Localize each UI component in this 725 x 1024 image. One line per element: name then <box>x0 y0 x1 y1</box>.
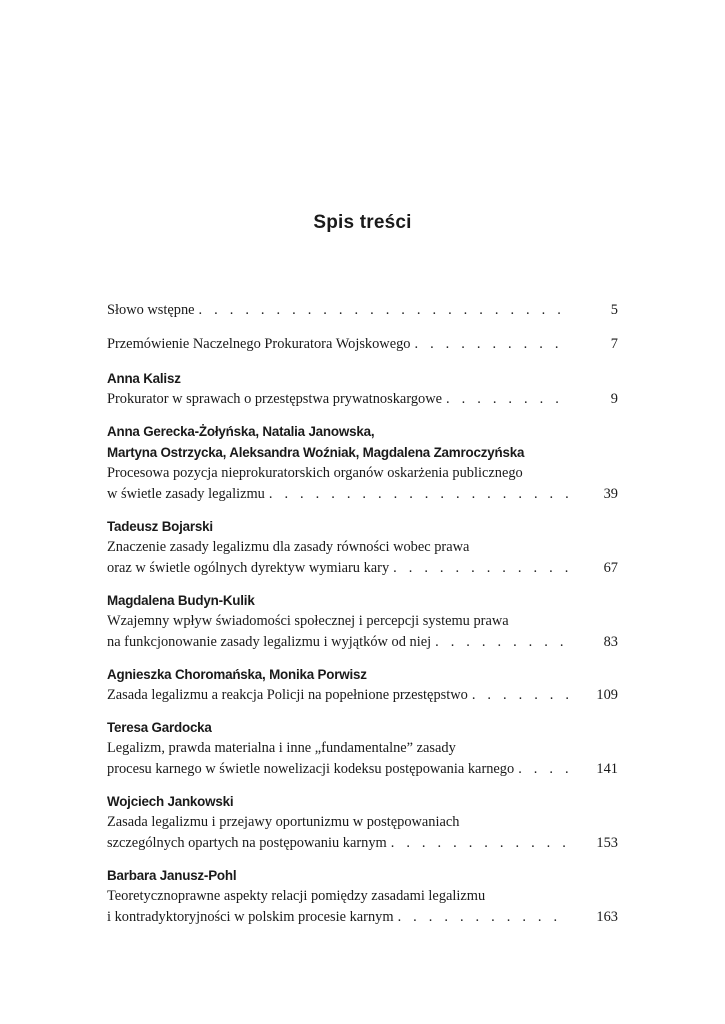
toc-entry <box>107 334 618 355</box>
toc-title: procesu karnego w świetle nowelizacji kodeksu postępowania karnego <box>107 761 515 777</box>
page-number: 7 <box>610 336 618 352</box>
toc-title: oraz w świetle ogólnych dyrektyw wymiaru kary <box>107 560 390 576</box>
toc-author: Wojciech Jankowski <box>107 794 234 809</box>
dot-leader <box>199 300 570 321</box>
page-number: 9 <box>610 391 618 407</box>
toc-author: Agnieszka Choromańska, Monika Porwisz <box>107 667 367 682</box>
page-number: 67 <box>603 560 618 576</box>
page-number: 5 <box>610 302 618 318</box>
toc-row[interactable] <box>107 389 618 410</box>
toc-entry <box>107 664 618 706</box>
dot-leader <box>391 833 570 854</box>
toc-entry <box>107 421 618 505</box>
toc-title-line: Znaczenie zasady legalizmu dla zasady równości wobec prawa <box>107 539 470 555</box>
toc-entry <box>107 791 618 854</box>
toc-row[interactable] <box>107 907 618 928</box>
page-title: Spis treści <box>313 212 412 233</box>
toc-row[interactable] <box>107 300 618 321</box>
dot-leader <box>393 558 570 579</box>
toc-title: na funkcjonowanie zasady legalizmu i wyjątków od niej <box>107 634 432 650</box>
toc-title-line: Procesowa pozycja nieprokuratorskich organów oskarżenia publicznego <box>107 465 523 481</box>
toc-row[interactable] <box>107 484 618 505</box>
toc-row[interactable] <box>107 685 618 706</box>
toc-entry <box>107 368 618 410</box>
toc-row[interactable] <box>107 632 618 653</box>
toc-row[interactable] <box>107 833 618 854</box>
toc-title-line: Zasada legalizmu i przejawy oportunizmu w postępowaniach <box>107 814 460 830</box>
toc-entry <box>107 516 618 579</box>
toc-row[interactable] <box>107 334 618 355</box>
toc-title-line: Teoretycznoprawne aspekty relacji pomiędzy zasadami legalizmu <box>107 888 486 904</box>
toc-author: Barbara Janusz-Pohl <box>107 868 237 883</box>
page-number: 83 <box>603 634 618 650</box>
page-number: 153 <box>596 835 618 851</box>
toc-author: Anna Kalisz <box>107 371 181 386</box>
toc-entry <box>107 300 618 321</box>
dot-leader <box>435 632 570 653</box>
page-number: 109 <box>596 687 618 703</box>
table-of-contents <box>107 300 618 939</box>
dot-leader <box>398 907 570 928</box>
page-number: 39 <box>603 486 618 502</box>
toc-row[interactable] <box>107 558 618 579</box>
toc-entry <box>107 590 618 653</box>
toc-title: Słowo wstępne <box>107 302 195 318</box>
toc-title-line: Legalizm, prawda materialna i inne „fundamentalne” zasady <box>107 740 456 756</box>
toc-title: w świetle zasady legalizmu <box>107 486 265 502</box>
toc-title: Prokurator w sprawach o przestępstwa prywatnoskargowe <box>107 391 443 407</box>
toc-title: szczególnych opartych na postępowaniu karnym <box>107 835 387 851</box>
dot-leader <box>446 389 570 410</box>
toc-title: i kontradyktoryjności w polskim procesie karnym <box>107 909 394 925</box>
dot-leader <box>414 334 570 355</box>
page-number: 141 <box>596 761 618 777</box>
toc-title: Przemówienie Naczelnego Prokuratora Wojskowego <box>107 336 411 352</box>
dot-leader <box>518 759 570 780</box>
toc-author: Teresa Gardocka <box>107 720 212 735</box>
page-number: 163 <box>596 909 618 925</box>
dot-leader <box>472 685 570 706</box>
toc-row[interactable] <box>107 759 618 780</box>
toc-title: Zasada legalizmu a reakcja Policji na popełnione przestępstwo <box>107 687 468 703</box>
toc-entry <box>107 717 618 780</box>
toc-author: Anna Gerecka-Żołyńska, Natalia Janowska, <box>107 424 375 439</box>
toc-entry <box>107 865 618 928</box>
toc-author: Martyna Ostrzycka, Aleksandra Woźniak, Magdalena Zamroczyńska <box>107 445 525 460</box>
toc-author: Magdalena Budyn-Kulik <box>107 593 255 608</box>
dot-leader <box>269 484 570 505</box>
toc-title-line: Wzajemny wpływ świadomości społecznej i percepcji systemu prawa <box>107 613 509 629</box>
toc-author: Tadeusz Bojarski <box>107 519 213 534</box>
